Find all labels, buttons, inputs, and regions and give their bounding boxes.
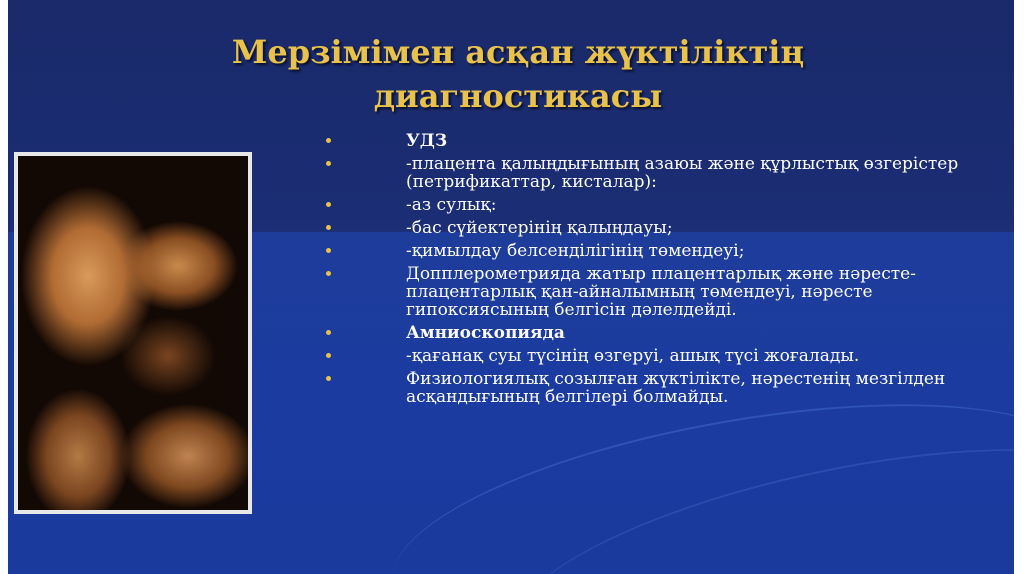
presentation-slide [8, 0, 1014, 574]
bullet-item [326, 265, 986, 319]
bullet-item [326, 196, 986, 214]
slide-title-line2: диагностикасы [373, 77, 663, 115]
bullet-item [326, 219, 986, 237]
slide-title [168, 30, 868, 118]
ultrasound-image-frame [14, 152, 252, 514]
bullet-dot-icon [326, 330, 331, 335]
bullet-item [326, 324, 986, 342]
bullet-dot-icon [326, 248, 331, 253]
bullet-text: -қимылдау белсенділігінің төмендеуі; [406, 241, 745, 261]
bullet-text: Физиологиялық созылған жүктілікте, нәрестенің мезгілден асқандығының белгілері болмайды. [406, 369, 946, 407]
bullet-text: Амниоскопияда [406, 323, 565, 343]
bullet-item [326, 370, 986, 406]
bullet-text: УДЗ [406, 131, 448, 151]
bullet-dot-icon [326, 353, 331, 358]
bullet-item [326, 242, 986, 260]
bullet-text: Допплерометрияда жатыр плацентарлық және нәресте- плацентарлық қан-айналымның төмендеуі, нәресте гипоксиясының белгісін дәлелдейді. [406, 264, 916, 320]
bullet-dot-icon [326, 271, 331, 276]
bullet-text: -аз сулық: [406, 195, 497, 215]
bullet-dot-icon [326, 225, 331, 230]
bullet-text: -плацента қалыңдығының азаюы және құрлыстық өзгерістер (петрификаттар, кисталар): [406, 154, 959, 192]
bullet-dot-icon [326, 202, 331, 207]
bullet-item [326, 132, 986, 150]
slide-title-line1: Мерзімімен асқан жүктіліктің [231, 33, 805, 71]
bullet-item [326, 155, 986, 191]
bullet-dot-icon [326, 138, 331, 143]
bullet-item [326, 347, 986, 365]
bullet-text: -қағанақ суы түсінің өзгеруі, ашық түсі жоғалады. [406, 346, 860, 366]
bullet-text: -бас сүйектерінің қалыңдауы; [406, 218, 673, 238]
ultrasound-image [18, 156, 248, 510]
bullet-dot-icon [326, 376, 331, 381]
bullet-list [326, 132, 986, 411]
bullet-dot-icon [326, 161, 331, 166]
